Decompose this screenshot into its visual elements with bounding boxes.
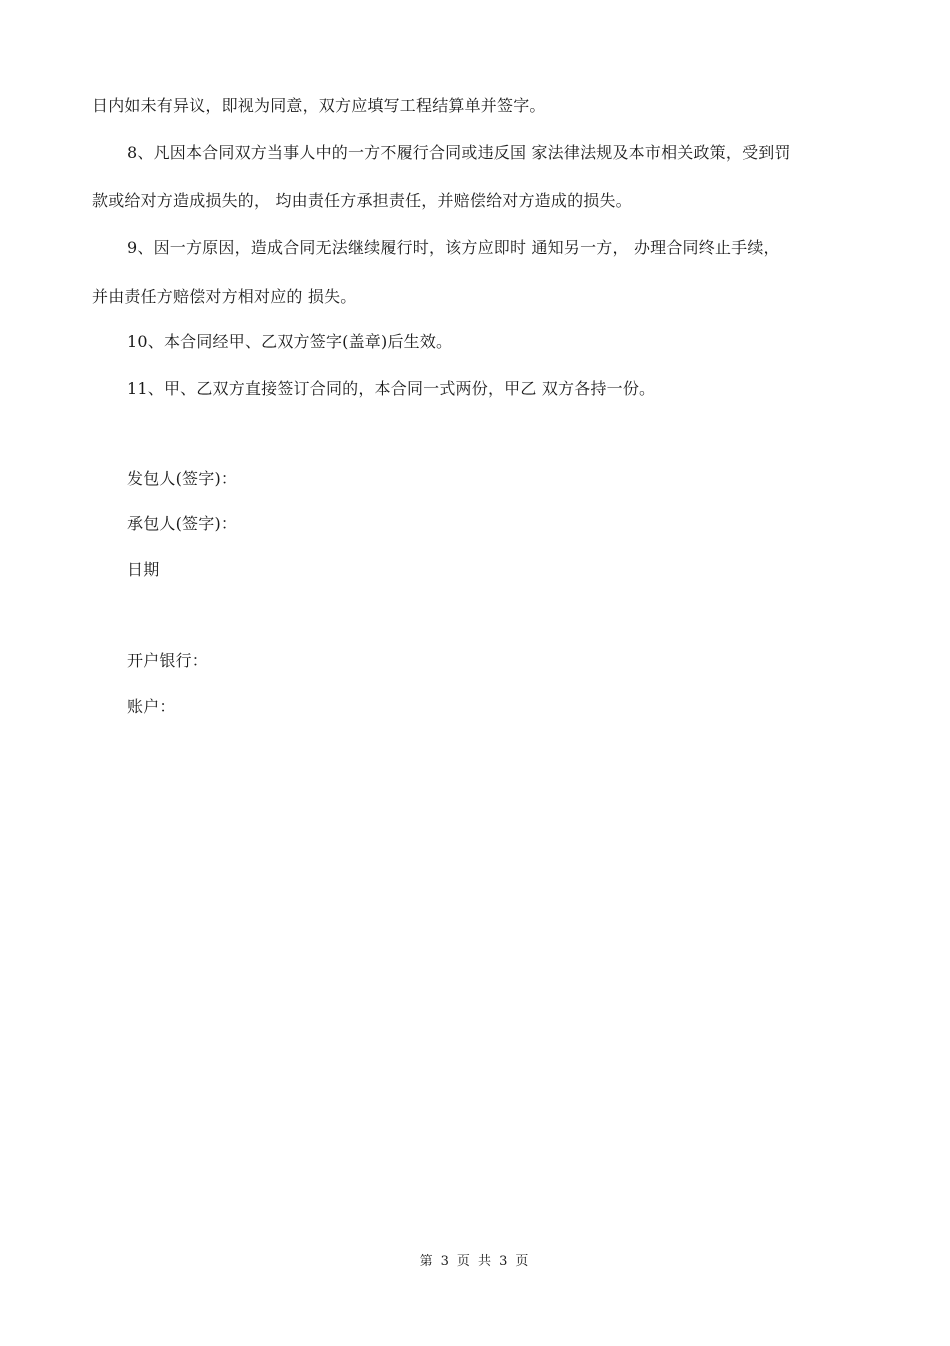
page-number-footer [0,1250,950,1269]
page-total: 3 [499,1254,510,1269]
bank-label: 开户银行： [127,651,209,670]
clause-10: 10、本合同经甲、乙双方签字(盖章)后生效。 [127,332,453,351]
clause-8-line-2: 款或给对方造成损失的， 均由责任方承担责任，并赔偿给对方造成的损失。 [92,191,632,210]
contractor-signature-label: 承包人(签字)： [127,514,238,533]
page-prefix: 第 [419,1254,435,1269]
paragraph-continuation: 日内如未有异议，即视为同意，双方应填写工程结算单并签字。 [92,96,546,115]
page-mid: 页 共 [456,1254,494,1269]
issuer-signature-label: 发包人(签字)： [127,469,238,488]
clause-8-line-1: 8、凡因本合同双方当事人中的一方不履行合同或违反国 家法律法规及本市相关政策，受到罚 [127,143,791,162]
date-label: 日期 [127,560,160,579]
page-current: 3 [440,1254,451,1269]
clause-9-line-1: 9、因一方原因，造成合同无法继续履行时，该方应即时 通知另一方， 办理合同终止手续， [127,238,780,257]
clause-11: 11、甲、乙双方直接签订合同的，本合同一式两份，甲乙 双方各持一份。 [127,379,656,398]
page-suffix: 页 [515,1254,531,1269]
clause-9-line-2: 并由责任方赔偿对方相对应的 损失。 [92,287,357,306]
account-label: 账户： [127,697,176,716]
